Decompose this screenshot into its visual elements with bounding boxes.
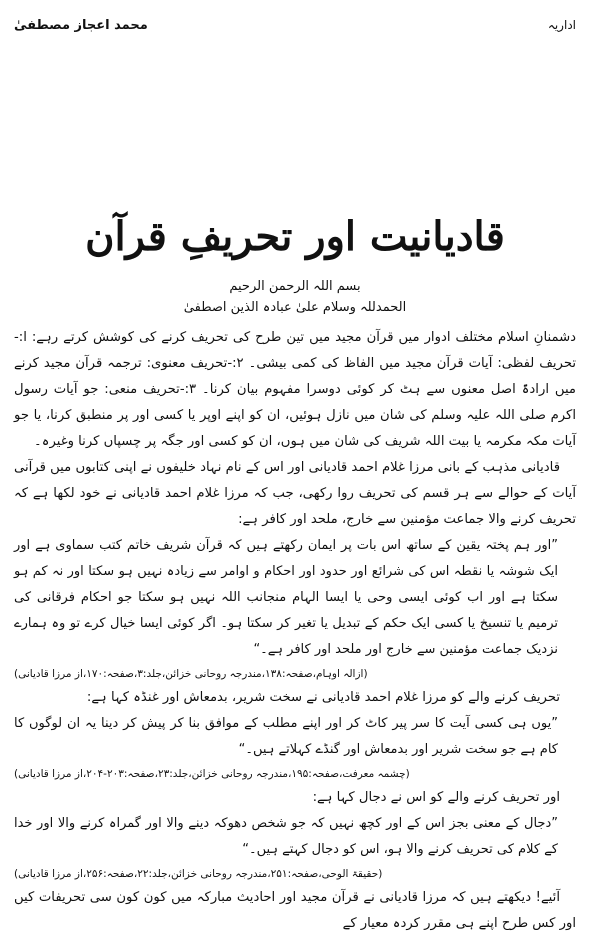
paragraph-1: دشمنانِ اسلام مختلف ادوار میں قرآن مجید میں تین طرح کی تحریف کرنے کی کوشش کرتے رہے: ا:-تحریف لفظی: آیات قرآن مجید میں الفاظ کی کمی بیشی۔ ۲:-تحریف معنوی: ترجمہ قرآن مجید کرنے میں ارادۃً اصل معنوں سے ہٹ کر کوئی دوسرا مفہوم بیان کرنا۔ ۳:-تحریف منعی: جو آیات رسول اکرم صلی اللہ علیہ وسلم کی شان میں نازل ہوئیں، ان کو اپنے اوپر یا کسی اور پر منطبق کرنا، یا جو آیات مکہ مکرمہ یا بیت اللہ شریف کی شان میں ہوں، ان کو کسی اور جگہ پر چسپاں کرنا وغیرہ۔ bbox=[14, 329, 577, 449]
quote-1: ”اور ہم پختہ یقین کے ساتھ اس بات پر ایمان رکھتے ہیں کہ قرآن شریف خاتم کتب سماوی ہے اور ایک شوشہ یا نقطہ اس کی شرائع اور حدود اور احکام و اوامر سے زیادہ نہیں ہو سکتا اور نہ کم ہو سکتا ہے اور اب کوئی ایسی وحی یا ایسا الہام منجانب اللہ نہیں ہو سکتا جو احکام فرقانی کی ترمیم یا تنسیخ یا کسی ایک حکم کے تبدیل یا تغیر کر سکتا ہو۔ اگر کوئی ایسا خیال کرے تو وہ ہمارے نزدیک جماعت مؤمنین سے خارج اور ملحد اور کافر ہے۔“ bbox=[14, 537, 558, 657]
paragraph-5: آئیے! دیکھتے ہیں کہ مرزا قادیانی نے قرآن مجید اور احادیث مبارکہ میں کون کون سی تحریفات کیں اور کس طرح اپنے ہی مقرر کردہ معیار کے bbox=[14, 889, 576, 931]
hamd-line: الحمدللہ وسلام علیٰ عبادہ الذین اصطفیٰ bbox=[183, 300, 407, 316]
reference-1: (ازالہ اوہام،صفحہ:۱۳۸،مندرجہ روحانی خزائن،جلد:۳،صفحہ:۱۷۰،از مرزا قادیانی) bbox=[14, 667, 368, 680]
author-name: محمد اعجاز مصطفیٰ bbox=[14, 18, 148, 33]
page-header bbox=[14, 18, 576, 44]
article-title: قادیانیت اور تحریفِ قرآن bbox=[85, 213, 505, 260]
paragraph-3: تحریف کرنے والے کو مرزا غلام احمد قادیانی نے سخت شریر، بدمعاش اور غنڈہ کہا ہے: bbox=[86, 689, 560, 705]
title-block bbox=[14, 214, 576, 260]
article-body bbox=[14, 325, 576, 937]
section-label: اداریہ bbox=[547, 18, 576, 32]
paragraph-2: قادیانی مذہب کے بانی مرزا غلام احمد قادیانی اور اس کے نام نہاد خلیفوں نے اپنی کتابوں میں قرآنی آیات کے حوالے سے ہر قسم کی تحریف روا رکھی، جب کہ مرزا غلام احمد قادیانی نے خود لکھا ہے کہ تحریف کرنے والا جماعت مؤمنین سے خارج، ملحد اور کافر ہے: bbox=[14, 459, 576, 527]
paragraph-4: اور تحریف کرنے والے کو اس نے دجال کہا ہے: bbox=[312, 789, 560, 805]
quote-2: ”یوں ہی کسی آیت کا سر پیر کاٹ کر اور اپنے مطلب کے موافق بنا کر پیش کر دینا یہ ان لوگوں کا کام ہے جو سخت شریر اور بدمعاش اور گنڈے کہلاتے ہیں۔“ bbox=[14, 715, 558, 757]
reference-3: (حقیقۃ الوحی،صفحہ:۲۵۱،مندرجہ روحانی خزائن،جلد:۲۲،صفحہ:۲۵۶،از مرزا قادیانی) bbox=[14, 867, 383, 880]
quote-3: ”دجال کے معنی بجز اس کے اور کچھ نہیں کہ جو شخص دھوکہ دینے والا اور گمراہ کرنے والا اور خدا کے کلام کی تحریف کرنے والا ہو، اس کو دجال کہتے ہیں۔“ bbox=[14, 815, 558, 857]
reference-2: (چشمہ معرفت،صفحہ:۱۹۵،مندرجہ روحانی خزائن،جلد:۲۳،صفحہ:۲۰۳-۲۰۴،از مرزا قادیانی) bbox=[14, 767, 410, 780]
basmala: بسم اللہ الرحمن الرحیم bbox=[229, 279, 361, 294]
